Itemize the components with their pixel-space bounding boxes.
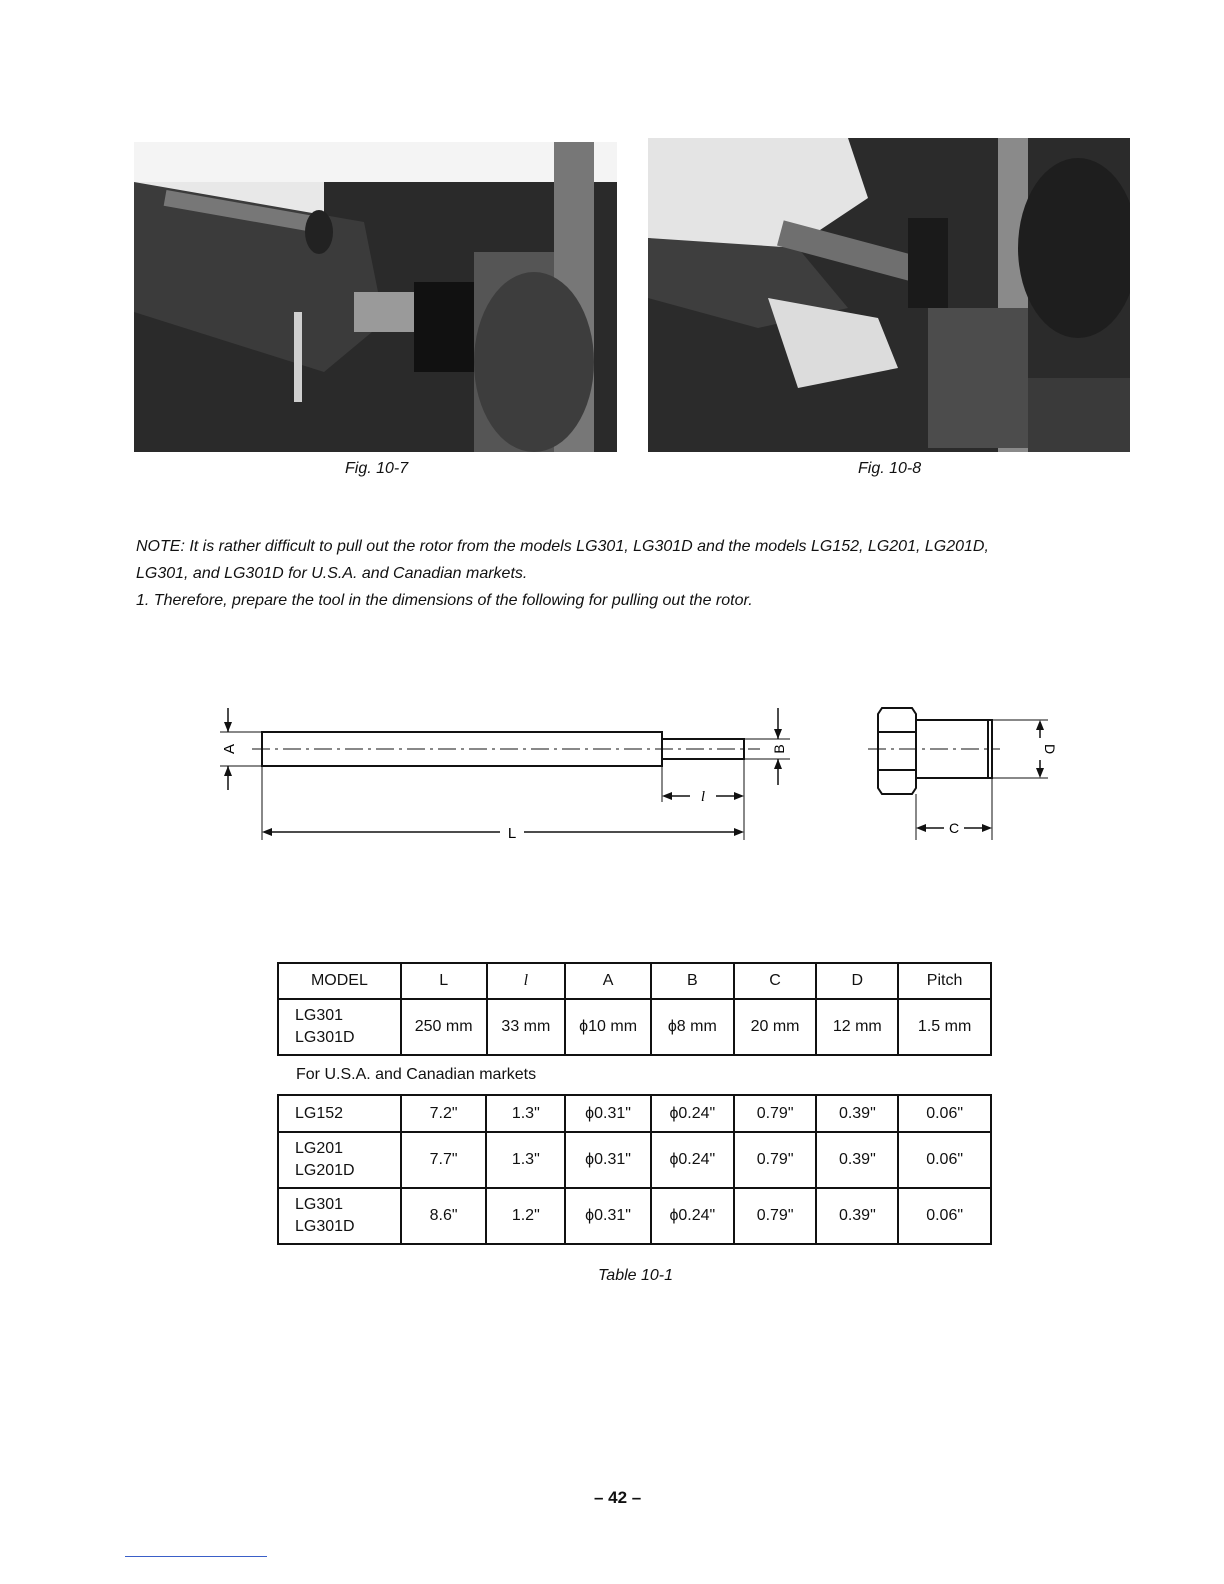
header-cell: C xyxy=(734,963,817,999)
dim-label-a: A xyxy=(221,743,238,755)
model-cell: LG152 xyxy=(278,1095,401,1132)
header-cell: L xyxy=(401,963,487,999)
value-cell: ϕ8 mm xyxy=(651,999,734,1055)
photo-fig-10-8 xyxy=(648,138,1130,452)
table-row xyxy=(278,1132,991,1188)
value-cell: 0.79" xyxy=(734,1095,817,1132)
value-cell: 7.7" xyxy=(401,1132,487,1188)
value-cell: 7.2" xyxy=(401,1095,487,1132)
dim-label-l-large: L xyxy=(507,825,517,842)
value-cell: ϕ0.24" xyxy=(651,1095,734,1132)
value-cell: ϕ0.31" xyxy=(565,1095,651,1132)
table-header-row xyxy=(278,963,991,999)
value-cell: 33 mm xyxy=(487,999,566,1055)
model-cell: LG201 LG201D xyxy=(278,1132,401,1188)
dim-label-b: B xyxy=(771,744,787,754)
value-cell: ϕ0.31" xyxy=(565,1188,651,1244)
value-cell: ϕ0.24" xyxy=(651,1132,734,1188)
table-caption: Table 10-1 xyxy=(598,1267,674,1284)
dim-label-d: D xyxy=(1042,743,1058,755)
value-cell: 20 mm xyxy=(734,999,817,1055)
value-cell: 0.39" xyxy=(816,1132,898,1188)
us-dimension-table xyxy=(277,1094,992,1245)
header-cell: A xyxy=(565,963,651,999)
value-cell: 0.06" xyxy=(898,1095,991,1132)
note-line-2: LG301, and LG301D for U.S.A. and Canadian markets. xyxy=(136,565,528,582)
value-cell: ϕ10 mm xyxy=(565,999,651,1055)
footnote-divider xyxy=(125,1556,267,1557)
table-row xyxy=(278,1095,991,1132)
value-cell: 0.06" xyxy=(898,1188,991,1244)
figure-caption-10-7: Fig. 10-7 xyxy=(345,460,409,477)
value-cell: 1.2" xyxy=(486,1188,565,1244)
figure-caption-10-8: Fig. 10-8 xyxy=(858,460,922,477)
header-cell: MODEL xyxy=(278,963,401,999)
page-number: – 42 – xyxy=(594,1488,642,1507)
value-cell: 0.79" xyxy=(734,1188,817,1244)
dim-label-c: C xyxy=(948,820,960,836)
metric-dimension-table xyxy=(277,962,992,1056)
value-cell: ϕ0.24" xyxy=(651,1188,734,1244)
photo-fig-10-7 xyxy=(134,142,617,452)
value-cell: 12 mm xyxy=(816,999,898,1055)
value-cell: 1.5 mm xyxy=(898,999,991,1055)
value-cell: 0.79" xyxy=(734,1132,817,1188)
table-row xyxy=(278,999,991,1055)
note-line-3: 1. Therefore, prepare the tool in the dimensions of the following for pulling out the rotor. xyxy=(136,592,753,609)
value-cell: 0.06" xyxy=(898,1132,991,1188)
tool-dimension-diagram xyxy=(200,690,1060,860)
value-cell: 0.39" xyxy=(816,1095,898,1132)
model-cell: LG301 LG301D xyxy=(278,1188,401,1244)
note-line-1: NOTE: It is rather difficult to pull out the rotor from the models LG301, LG301D and the models LG152, LG201, LG201D, xyxy=(136,538,989,555)
value-cell: 0.39" xyxy=(816,1188,898,1244)
value-cell: 1.3" xyxy=(486,1132,565,1188)
model-cell: LG301 LG301D xyxy=(278,999,401,1055)
table-row xyxy=(278,1188,991,1244)
note-block xyxy=(136,533,1146,614)
header-cell: D xyxy=(816,963,898,999)
value-cell: ϕ0.31" xyxy=(565,1132,651,1188)
value-cell: 8.6" xyxy=(401,1188,487,1244)
header-cell: B xyxy=(651,963,734,999)
header-cell: Pitch xyxy=(898,963,991,999)
value-cell: 1.3" xyxy=(486,1095,565,1132)
header-cell: l xyxy=(487,963,566,999)
value-cell: 250 mm xyxy=(401,999,487,1055)
us-markets-heading: For U.S.A. and Canadian markets xyxy=(296,1066,537,1083)
dim-label-l-small: l xyxy=(700,789,706,805)
